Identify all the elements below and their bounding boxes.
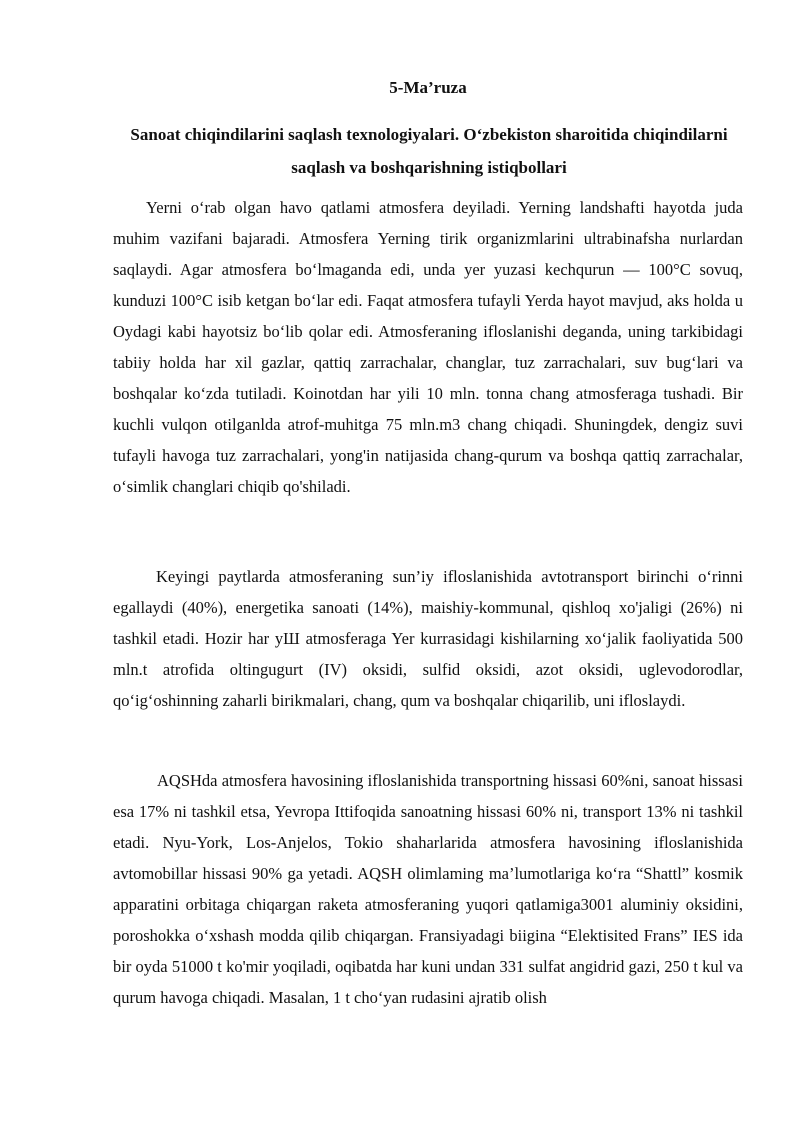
paragraph-2: Keyingi paytlarda atmosferaning sun’iy ifloslanishida avtotransport birinchi o‘rinni egallaydi (40%), energetika sanoati (14%), maishiy-kommunal, qishloq xo'jaligi (26%) ni tashkil etadi. Hozir har уШ atmosferaga Yer kurrasidagi kishilarning xo‘jalik faoliyatida 500 mln.t atrofida oltingugurt (IV) oksidi, sulfid oksidi, azot oksidi, uglevodorodlar, qo‘ig‘oshinning zaharli birikmalari, chang, qum va boshqalar chiqarilib, uni ifloslaydi. [113, 567, 743, 710]
paragraph-3: AQSHda atmosfera havosining ifloslanishida transportning hissasi 60%ni, sanoat hissasi esa 17% ni tashkil etsa, Yevropa Ittifoqida sanoatning hissasi 60% ni, transport 13% ni tashkil etadi. Nyu-York, Los-Anjelos, Tokio shaharlarida atmosfera havosining ifloslanishida avtomobillar hissasi 90% ga yetadi. AQSH olimlaming ma’lumotlariga ko‘ra “Shattl” kosmik apparatini orbitaga chiqargan raketa atmosferaning yuqori qatlamiga3001 aluminiy oksidini, poroshokka o‘xshash modda qilib chiqargan. Fransiyadagi biigina “Elektisited Frans” IES ida bir oyda 51000 t ko'mir yoqiladi, oqibatda har kuni undan 331 sulfat angidrid gazi, 250 t kul va qurum havoga chiqadi. Masalan, 1 t cho‘yan rudasini ajratib olish [113, 771, 743, 1007]
lecture-subtitle: Sanoat chiqindilarini saqlash texnologiyalari. O‘zbekiston sharoitida chiqindilarni saqlash va boshqarishning istiqbollari [130, 125, 728, 177]
paragraph-1: Yerni o‘rab olgan havo qatlami atmosfera deyiladi. Yerning landshafti hayotda juda muhim vazifani bajaradi. Atmosfera Yerning tirik organizmlarini ultrabinafsha nurlardan saqlaydi. Agar atmosfera bo‘lmaganda edi, unda yer yuzasi kechqurun — 100°C sovuq, kunduzi 100°C isib ketgan bo‘lar edi. Faqat atmosfera tufayli Yerda hayot mavjud, aks holda u Oydagi kabi hayotsiz bo‘lib qolar edi. Atmosferaning ifloslanishi deganda, uning tarkibidagi tabiiy holda har xil gazlar, qattiq zarrachalar, changlar, tuz zarrachalari, suv bug‘lari va boshqalar ko‘zda tutiladi. Koinotdan har yili 10 mln. tonna chang atmosferaga tushadi. Bir kuchli vulqon otilganlda atrof-muhitga 75 mln.m3 chang chiqadi. Shuningdek, dengiz suvi tufayli havoga tuz zarrachalari, yong'in natijasida chang-qurum va boshqa qattiq zarrachalar, o‘simlik changlari chiqib qo'shiladi. [113, 198, 743, 496]
lecture-title: 5-Ma’ruza [389, 78, 467, 97]
